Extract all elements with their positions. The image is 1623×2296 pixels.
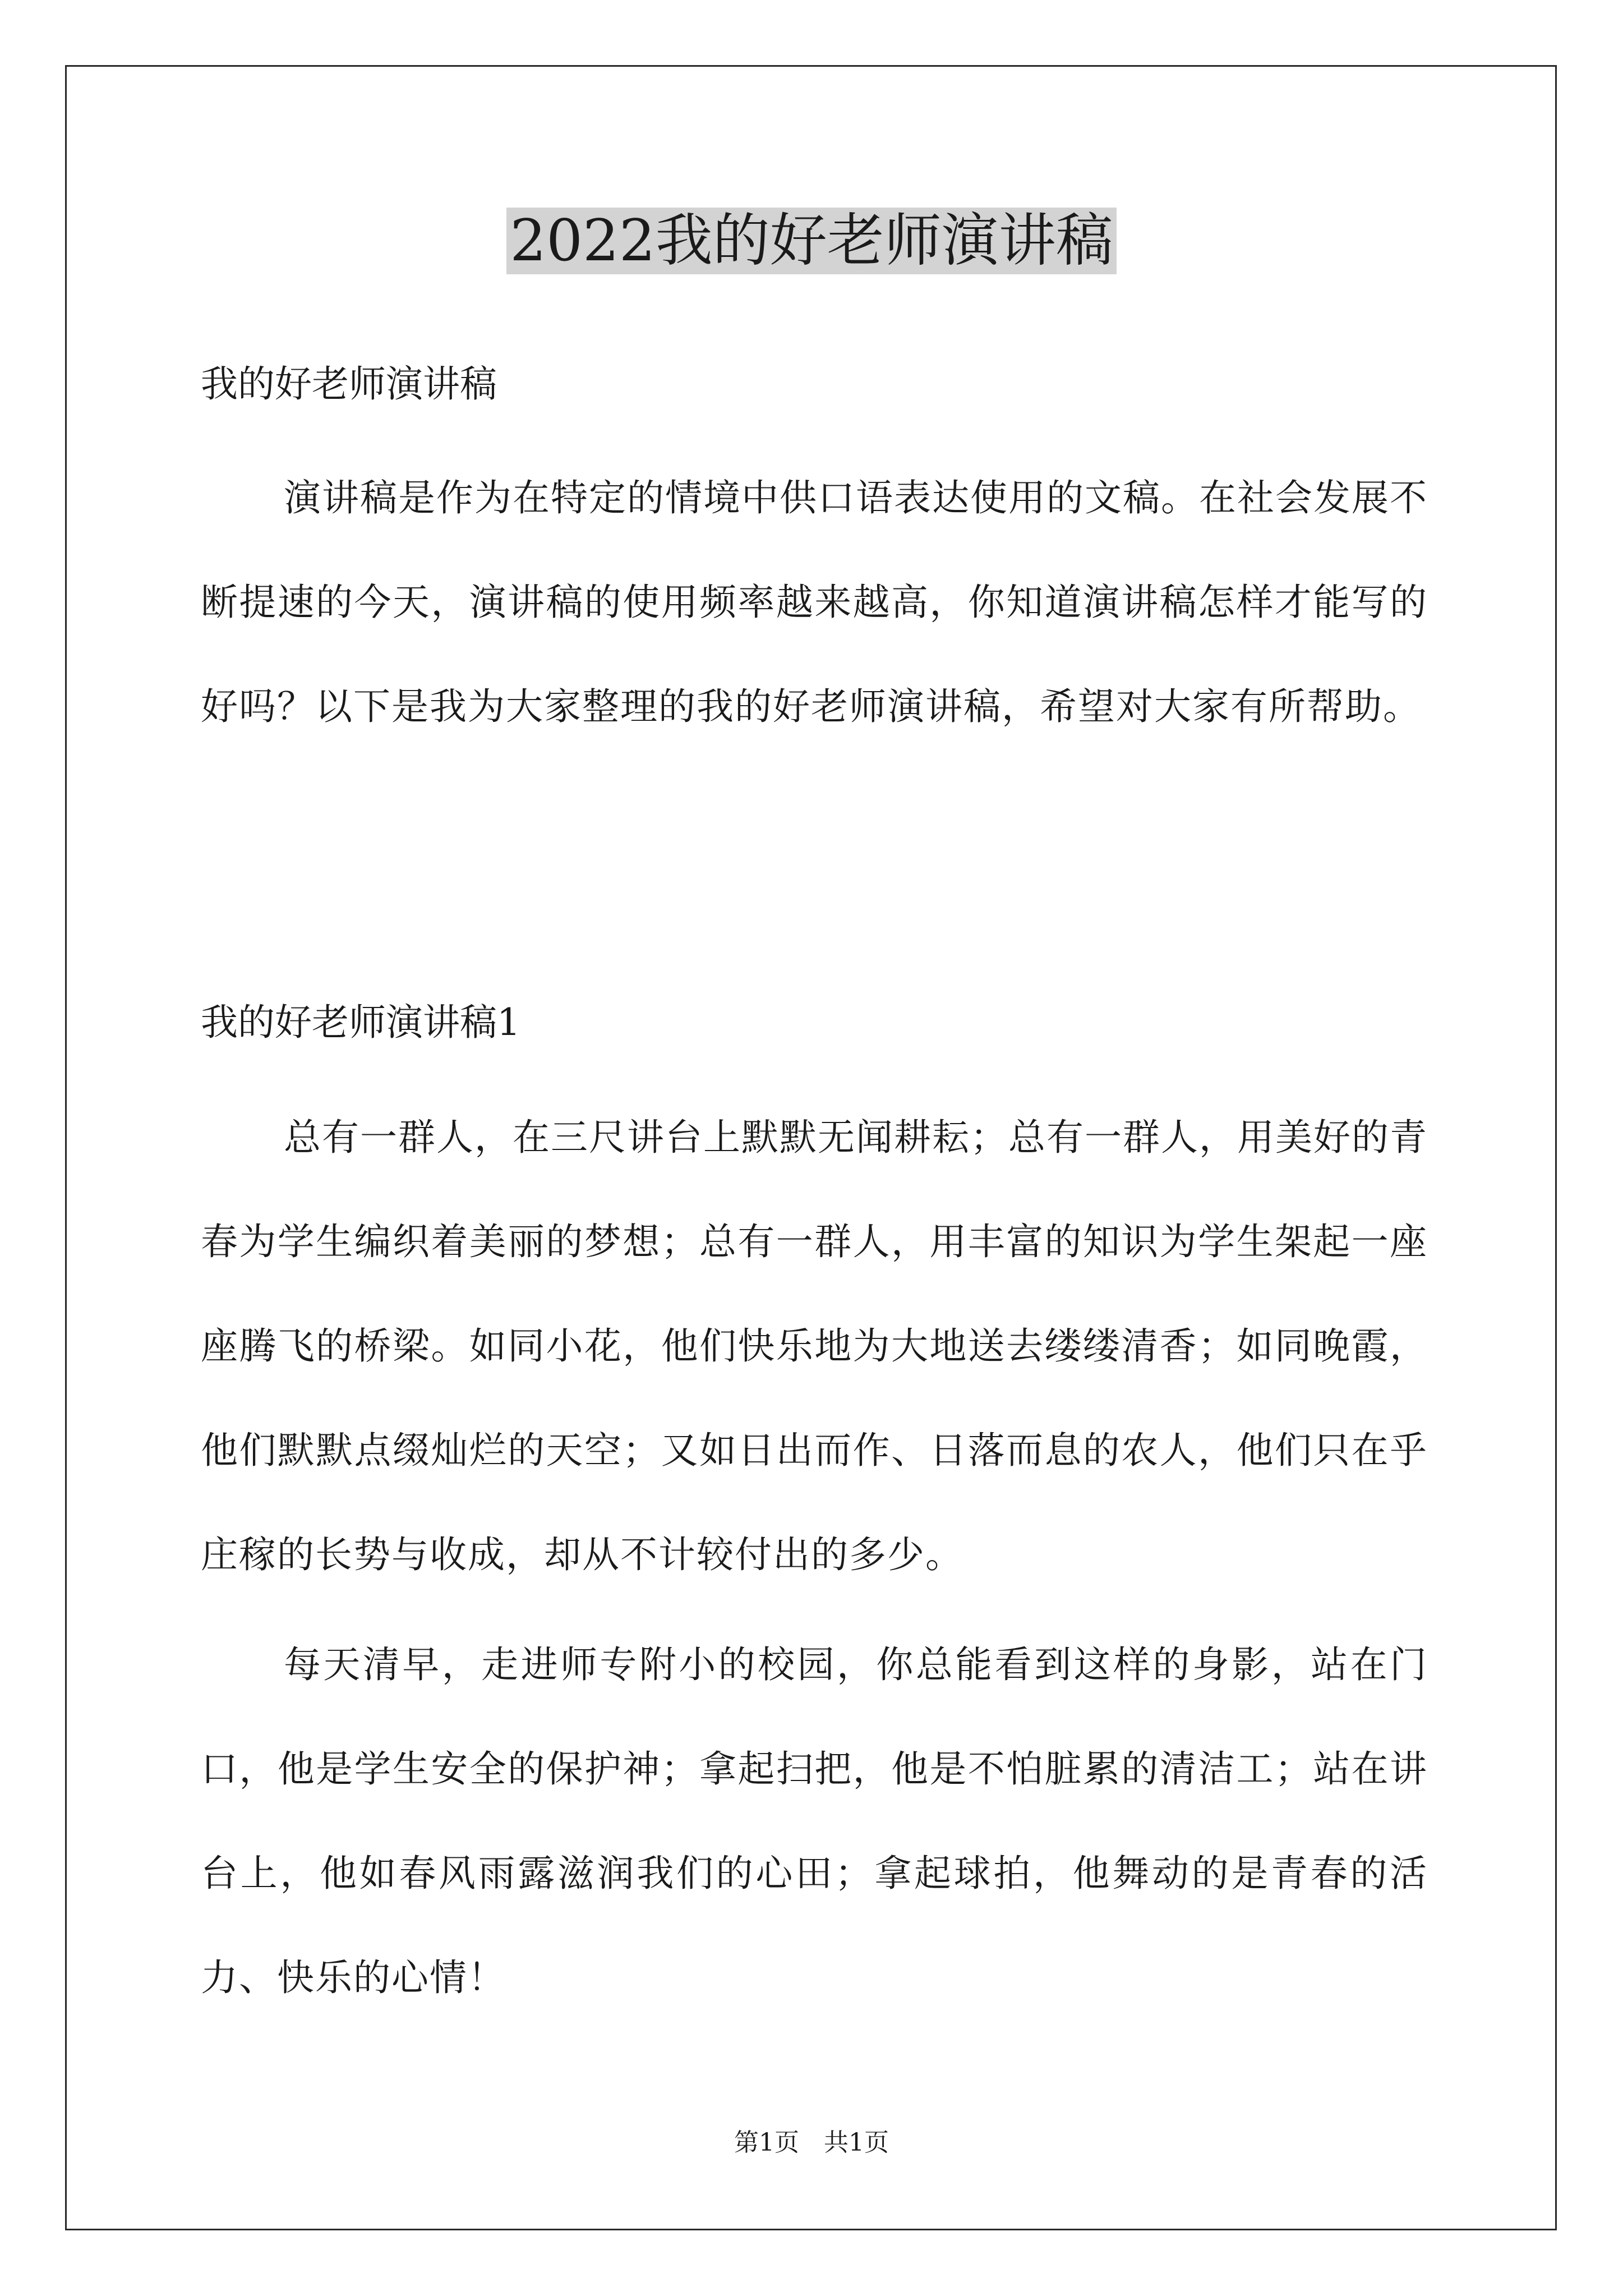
section1-paragraph-1: 总有一群人，在三尺讲台上默默无闻耕耘；总有一群人，用美好的青春为学生编织着美丽的梦想；总有一群人，用丰富的知识为学生架起一座座腾飞的桥梁。如同小花，他们快乐地为大地送去缕缕清香；如同晚霞，他们默默点缀灿烂的天空；又如日出而作、日落而息的农人，他们只在乎庄稼的长势与收成，却从不计较付出的多少。 — [201, 1116, 1428, 1576]
intro-paragraph: 演讲稿是作为在特定的情境中供口语表达使用的文稿。在社会发展不断提速的今天，演讲稿的使用频率越来越高，你知道演讲稿怎样才能写的好吗？以下是我为大家整理的我的好老师演讲稿，希望对大家有所帮助。 — [201, 476, 1428, 728]
section-heading-1: 我的好老师演讲稿1 — [201, 1001, 520, 1044]
page-footer: 第1页 共1页 — [734, 2128, 889, 2157]
section1-paragraph-2: 每天清早，走进师专附小的校园，你总能看到这样的身影，站在门口，他是学生安全的保护神；拿起扫把，他是不怕脏累的清洁工；站在讲台上，他如春风雨露滋润我们的心田；拿起球拍，他舞动的是青春的活力、快乐的心情！ — [201, 1643, 1428, 1999]
document-title-text: 2022我的好老师演讲稿 — [506, 208, 1117, 274]
document-subtitle: 我的好老师演讲稿 — [201, 362, 497, 406]
document-title — [0, 202, 1623, 280]
